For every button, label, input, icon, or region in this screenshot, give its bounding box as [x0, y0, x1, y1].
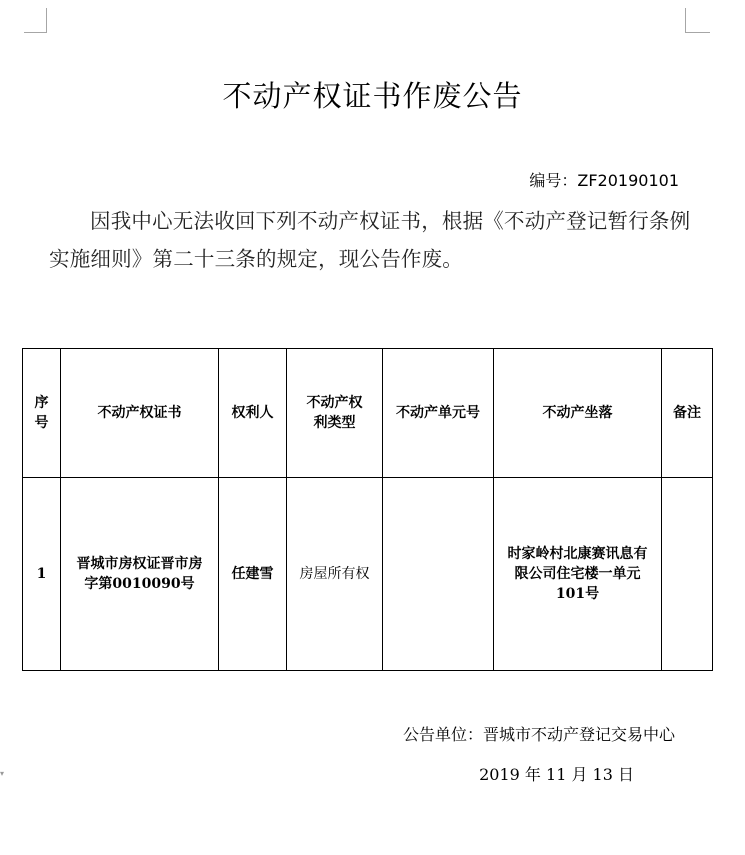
- document-number: 编号：ZF20190101: [529, 171, 679, 190]
- cell-remarks: [662, 478, 713, 671]
- header-certificate: 不动产权证书: [61, 349, 219, 478]
- void-certificate-table: [22, 348, 713, 671]
- header-unit-number: 不动产单元号: [383, 349, 494, 478]
- header-location: 不动产坐落: [494, 349, 662, 478]
- header-remarks: 备注: [662, 349, 713, 478]
- header-holder: 权利人: [219, 349, 287, 478]
- cell-certificate: 晋城市房权证晋市房字第0010090号: [61, 478, 219, 671]
- issue-date: 2019 年 11 月 13 日: [479, 765, 634, 784]
- table-header-row: [23, 349, 713, 478]
- cell-unit-number: [383, 478, 494, 671]
- cell-right-type: 房屋所有权: [287, 478, 383, 671]
- document-title: 不动产权证书作废公告: [222, 79, 523, 113]
- page-corner-mark-top-right: [685, 8, 710, 33]
- document-body-paragraph: 因我中心无法收回下列不动产权证书，根据《不动产登记暂行条例实施细则》第二十三条的规定，现公告作废。: [49, 209, 691, 271]
- margin-marker-icon: ▾: [0, 769, 5, 778]
- page-corner-mark-top-left: [24, 8, 47, 33]
- issuing-organization: 公告单位：晋城市不动产登记交易中心: [402, 725, 675, 744]
- cell-seq: 1: [23, 478, 61, 671]
- table-row: [23, 478, 713, 671]
- header-right-type: 不动产权利类型: [287, 349, 383, 478]
- cell-holder: 任建雪: [219, 478, 287, 671]
- cell-location: 时家岭村北康赛讯息有限公司住宅楼一单元101号: [494, 478, 662, 671]
- header-seq: 序号: [23, 349, 61, 478]
